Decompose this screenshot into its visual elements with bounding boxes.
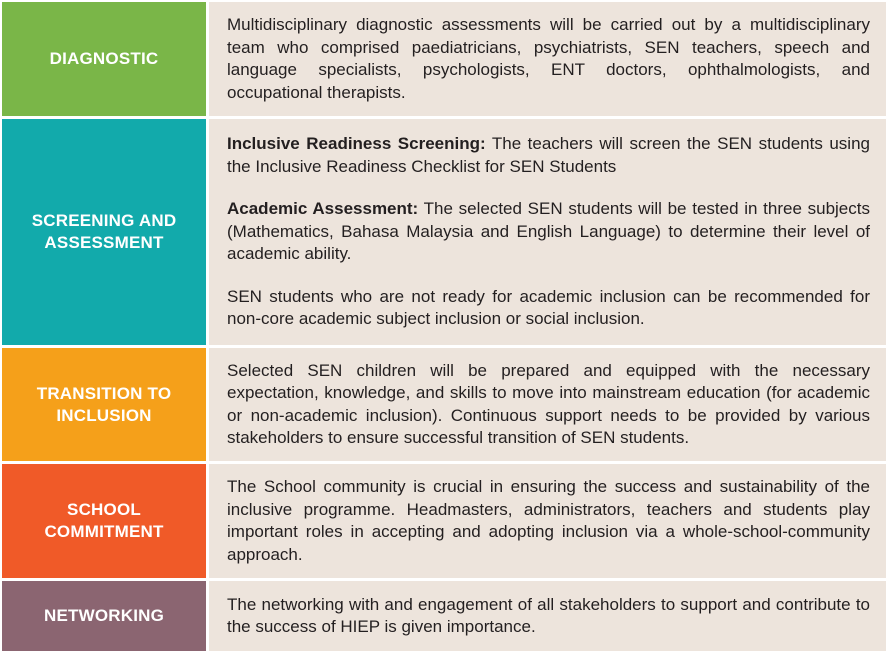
paragraph bbox=[227, 594, 870, 639]
paragraph bbox=[227, 360, 870, 450]
row-description bbox=[209, 2, 886, 116]
paragraph-text: The selected SEN students will be tested in three subjects (Mathematics, Bahasa Malaysia and English Language) to determine their level of academic ability. bbox=[227, 199, 870, 264]
paragraph-text: The networking with and engagement of all stakeholders to support and contribute to the success of HIEP is given importance. bbox=[227, 594, 870, 636]
row-description bbox=[209, 581, 886, 651]
paragraph bbox=[227, 198, 870, 266]
row-label: TRANSITION TO INCLUSION bbox=[2, 348, 206, 461]
row-networking bbox=[2, 581, 886, 651]
paragraph bbox=[227, 286, 870, 331]
paragraph bbox=[227, 133, 870, 178]
row-transition-to-inclusion bbox=[2, 348, 886, 461]
row-label: NETWORKING bbox=[2, 581, 206, 651]
row-description bbox=[209, 464, 886, 578]
paragraph bbox=[227, 476, 870, 566]
row-label: SCHOOL COMMITMENT bbox=[2, 464, 206, 578]
paragraph-heading: Academic Assessment: bbox=[227, 199, 419, 219]
row-description bbox=[209, 348, 886, 461]
row-school-commitment bbox=[2, 464, 886, 578]
paragraph-text: Multidisciplinary diagnostic assessments will be carried out by a multidisciplinary team who comprised paediatricians, psychiatrists, SEN teachers, speech and language specialists, psychologists, ENT doctors, ophthalmologists, and occupational therapists. bbox=[227, 15, 870, 102]
paragraph-text: The teachers will screen the SEN students using the Inclusive Readiness Checklist for SEN Students bbox=[227, 134, 870, 176]
paragraph bbox=[227, 14, 870, 104]
row-description bbox=[209, 119, 886, 345]
row-label: DIAGNOSTIC bbox=[2, 2, 206, 116]
paragraph-text: SEN students who are not ready for academic inclusion can be recommended for non-core academic subject inclusion or social inclusion. bbox=[227, 286, 870, 329]
paragraph-text: The School community is crucial in ensuring the success and sustainability of the inclusive programme. Headmasters, administrators, teachers and students play important roles in accepting and adopting inclusion via a whole-school-community approach. bbox=[227, 477, 870, 564]
paragraph-heading: Inclusive Readiness Screening: bbox=[227, 134, 486, 154]
paragraph-text: Selected SEN children will be prepared and equipped with the necessary expectation, knowledge, and skills to move into mainstream education (for academic or non-academic inclusion). Continuous support needs to be provided by various stakeholders to ensure successful transition of SEN students. bbox=[227, 360, 870, 447]
row-screening-and-assessment bbox=[2, 119, 886, 345]
row-label: SCREENING AND ASSESSMENT bbox=[2, 119, 206, 345]
row-diagnostic bbox=[2, 2, 886, 116]
